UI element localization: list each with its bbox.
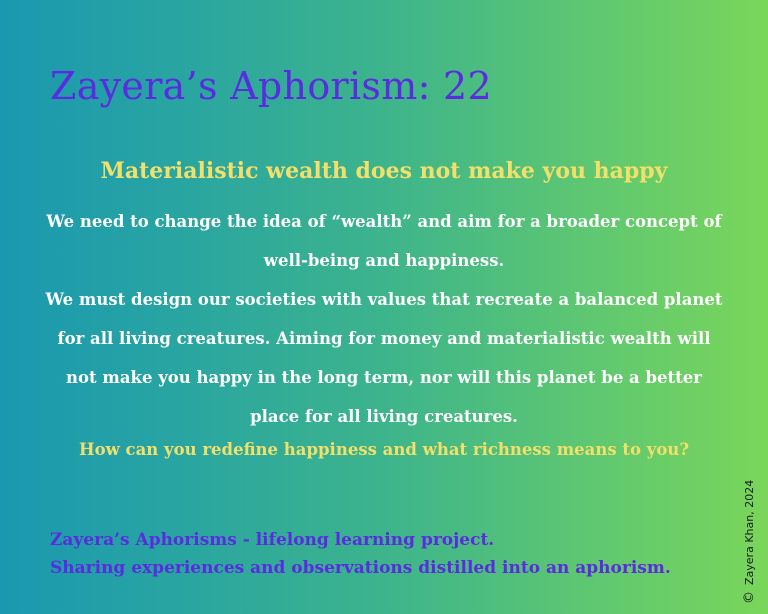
- aphorism-body: [40, 202, 728, 436]
- aphorism-headline: Materialistic wealth does not make you happy: [100, 158, 668, 184]
- copyright-text: Zayera Khan, 2024: [743, 479, 756, 585]
- copyright-notice: [742, 480, 757, 604]
- project-footer: [50, 526, 671, 582]
- body-paragraph-1: We need to change the idea of “wealth” and aim for a broader concept of well-being and happiness.: [46, 212, 722, 270]
- reflection-question: How can you redefine happiness and what richness means to you?: [78, 440, 690, 459]
- body-paragraph-2: We must design our societies with values that recreate a balanced planet for all living creatures. Aiming for money and materialistic wealth will not make you happy in the long term, nor will this planet be a better place for all living creatures.: [45, 290, 723, 426]
- footer-line-2: Sharing experiences and observations distilled into an aphorism.: [50, 558, 671, 578]
- page-title: Zayera’s Aphorism: 22: [50, 64, 493, 108]
- footer-line-1: Zayera’s Aphorisms - lifelong learning project.: [50, 530, 495, 550]
- copyright-icon: ©: [742, 591, 757, 604]
